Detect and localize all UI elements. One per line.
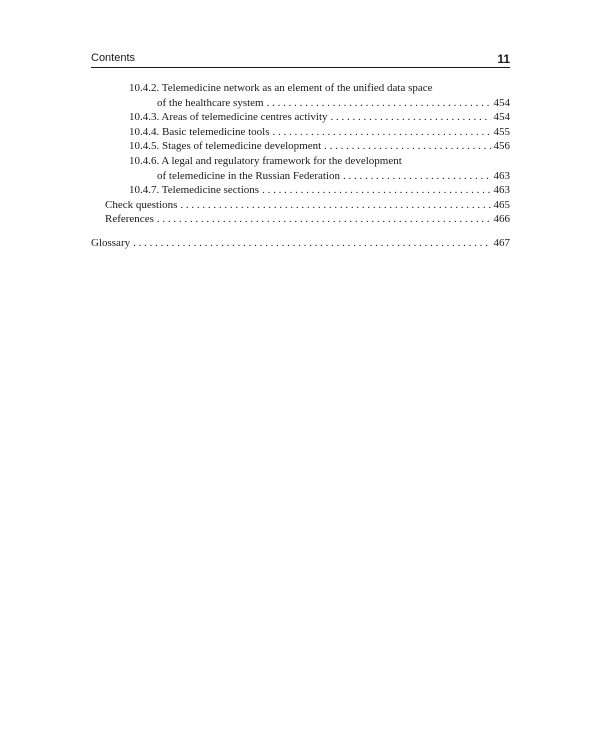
toc-entry-10-4-6-line-2[interactable]	[91, 169, 510, 184]
toc-entry-title: Check questions	[105, 198, 178, 211]
running-header-title: Contents	[91, 52, 136, 64]
toc-entry-page: 456	[493, 140, 510, 153]
dot-leader	[273, 125, 491, 140]
toc-entry-glossary[interactable]	[91, 236, 510, 251]
toc-entry-10-4-2-line-2[interactable]	[91, 96, 510, 111]
toc-entry-title: of telemedicine in the Russian Federation	[157, 169, 340, 182]
toc-entry-check-questions[interactable]	[91, 198, 510, 213]
dot-leader	[180, 198, 490, 213]
toc-entry-10-4-7[interactable]	[91, 183, 510, 198]
running-header	[91, 50, 510, 68]
toc-spacer	[91, 227, 510, 236]
toc-entry-title: Glossary	[91, 236, 131, 249]
toc-entry-title: 10.4.7. Telemedicine sections	[129, 184, 260, 197]
dot-leader	[343, 169, 491, 184]
toc-entry-page: 454	[493, 96, 510, 109]
toc-entry-references[interactable]	[91, 212, 510, 227]
toc-entry-page: 463	[493, 169, 510, 182]
toc-entry-page: 455	[493, 125, 510, 138]
dot-leader	[157, 212, 491, 227]
toc-entry-page: 466	[493, 213, 510, 226]
dot-leader	[331, 110, 491, 125]
toc-entry-10-4-4[interactable]	[91, 125, 510, 140]
header-rule	[91, 67, 510, 68]
toc-entry-page: 465	[493, 198, 510, 211]
dot-leader	[267, 96, 491, 111]
toc-entry-10-4-5[interactable]	[91, 139, 510, 154]
toc-entry-title: 10.4.2. Telemedicine network as an element of the unified data space	[129, 82, 433, 94]
toc-entry-title: References	[105, 213, 154, 226]
toc-entry-title: 10.4.5. Stages of telemedicine development	[129, 140, 322, 153]
dot-leader	[133, 236, 490, 251]
dot-leader	[324, 139, 490, 154]
toc-entry-title: 10.4.4. Basic telemedicine tools	[129, 125, 270, 138]
toc-entry-title: 10.4.3. Areas of telemedicine centres activity	[129, 111, 328, 124]
toc-entry-page: 463	[493, 184, 510, 197]
toc-entry-10-4-3[interactable]	[91, 110, 510, 125]
dot-leader	[262, 183, 490, 198]
toc-entry-page: 467	[493, 236, 510, 249]
toc-entry-page: 454	[493, 111, 510, 124]
toc-entry-10-4-2-line-1	[91, 81, 510, 96]
toc-entry-10-4-6-line-1	[91, 154, 510, 169]
toc-entry-title: 10.4.6. A legal and regulatory framework for the development	[129, 154, 402, 167]
table-of-contents	[91, 81, 510, 251]
page-number: 11	[497, 52, 510, 66]
toc-entry-title: of the healthcare system	[157, 96, 264, 109]
